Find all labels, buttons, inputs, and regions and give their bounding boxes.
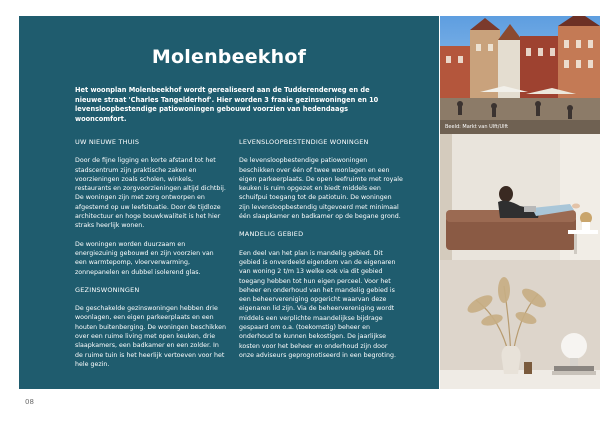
woman-on-sofa-photo	[440, 134, 600, 260]
right-column	[239, 138, 403, 369]
heading-uw-nieuwe-thuis: UW NIEUWE THUIS	[75, 138, 140, 146]
paragraph-patio-homes: De levensloopbestendige patiowoningen beschikken over één of twee woonlagen en een eigen parkeerplaats. De open leefruimte met royale keuken is ruim opgezet en biedt middels een schuifpui toegang tot de patiotuin. De woningen zijn levensloopbestendig uitgevoerd met minimaal één slaapkamer en badkamer op de begane grond.	[239, 157, 403, 221]
page-title: Molenbeekhof	[151, 46, 307, 68]
heading-mandelig-gebied: MANDELIG GEBIED	[239, 230, 304, 239]
interior-decor-photo	[440, 260, 600, 389]
paragraph-shared-area: Een deel van het plan is mandelig gebied. Dit gebied is onverdeeld eigendom van de eigenaren van woning 2 t/m 13 welke ook via dit gebied toegang hebben tot hun eigen perceel. Voor het beheer en onderhoud van het mandelig gebied is een beheervereniging opgericht waarvan deze eigenaren lid zijn. Via de beheervereniging wordt middels een verplichte maandelijkse bijdrage gespaard om o.a. (toekomstig) beheer en onderhoud te kunnen bekostigen. De jaarlijkse kosten voor het beheer en onderhoud zijn door onze adviseurs geprognotiseerd in een begroting.	[239, 249, 396, 359]
paragraph-family-homes: De geschakelde gezinswoningen hebben drie woonlagen, een eigen parkeerplaats en een houten buitenberging. De woningen beschikken over een ruime living met open keuken, drie slaapkamers, een badkamer en een zolder. In de ruime tuin is het heerlijk vertoeven voor het hele gezin.	[75, 305, 226, 368]
paragraph-location: Door de fijne ligging en korte afstand tot het stadscentrum zijn praktische zaken en voorzieningen zoals scholen, winkels, restaurants en zorgvoorzieningen altijd dichtbij. De woningen zijn met zorg ontworpen en afgestemd op uw leefsituatie. Door de tijdloze architectuur en hoge bouwkwaliteit is het hier straks heerlijk wonen.	[75, 157, 226, 230]
town-square-photo	[440, 16, 600, 134]
heading-gezinswoningen: GEZINSWONINGEN	[75, 285, 140, 294]
content-panel	[19, 16, 439, 389]
paragraph-sustainability: De woningen worden duurzaam en energiezuinig gebouwd en zijn voorzien van een warmtepomp, vloerverwarming, zonnepanelen en dubbel isolerend glas.	[75, 240, 214, 276]
page-number: 08	[25, 398, 34, 406]
intro-text: Het woonplan Molenbeekhof wordt gerealiseerd aan de Tudderenderweg en de nieuwe straat 'Charles Tangelderhof'. Hier worden 3 fraaie gezinswoningen en 10 levensloopbestendige patiowoningen gebouwd voorzien van hedendaags wooncomfort.	[75, 86, 379, 123]
left-column	[75, 138, 227, 378]
photo-credit: Beeld: Markt van Ulft/Ulft	[445, 124, 509, 130]
heading-levensloopbestendige: LEVENSLOOPBESTENDIGE WONINGEN	[239, 138, 369, 146]
